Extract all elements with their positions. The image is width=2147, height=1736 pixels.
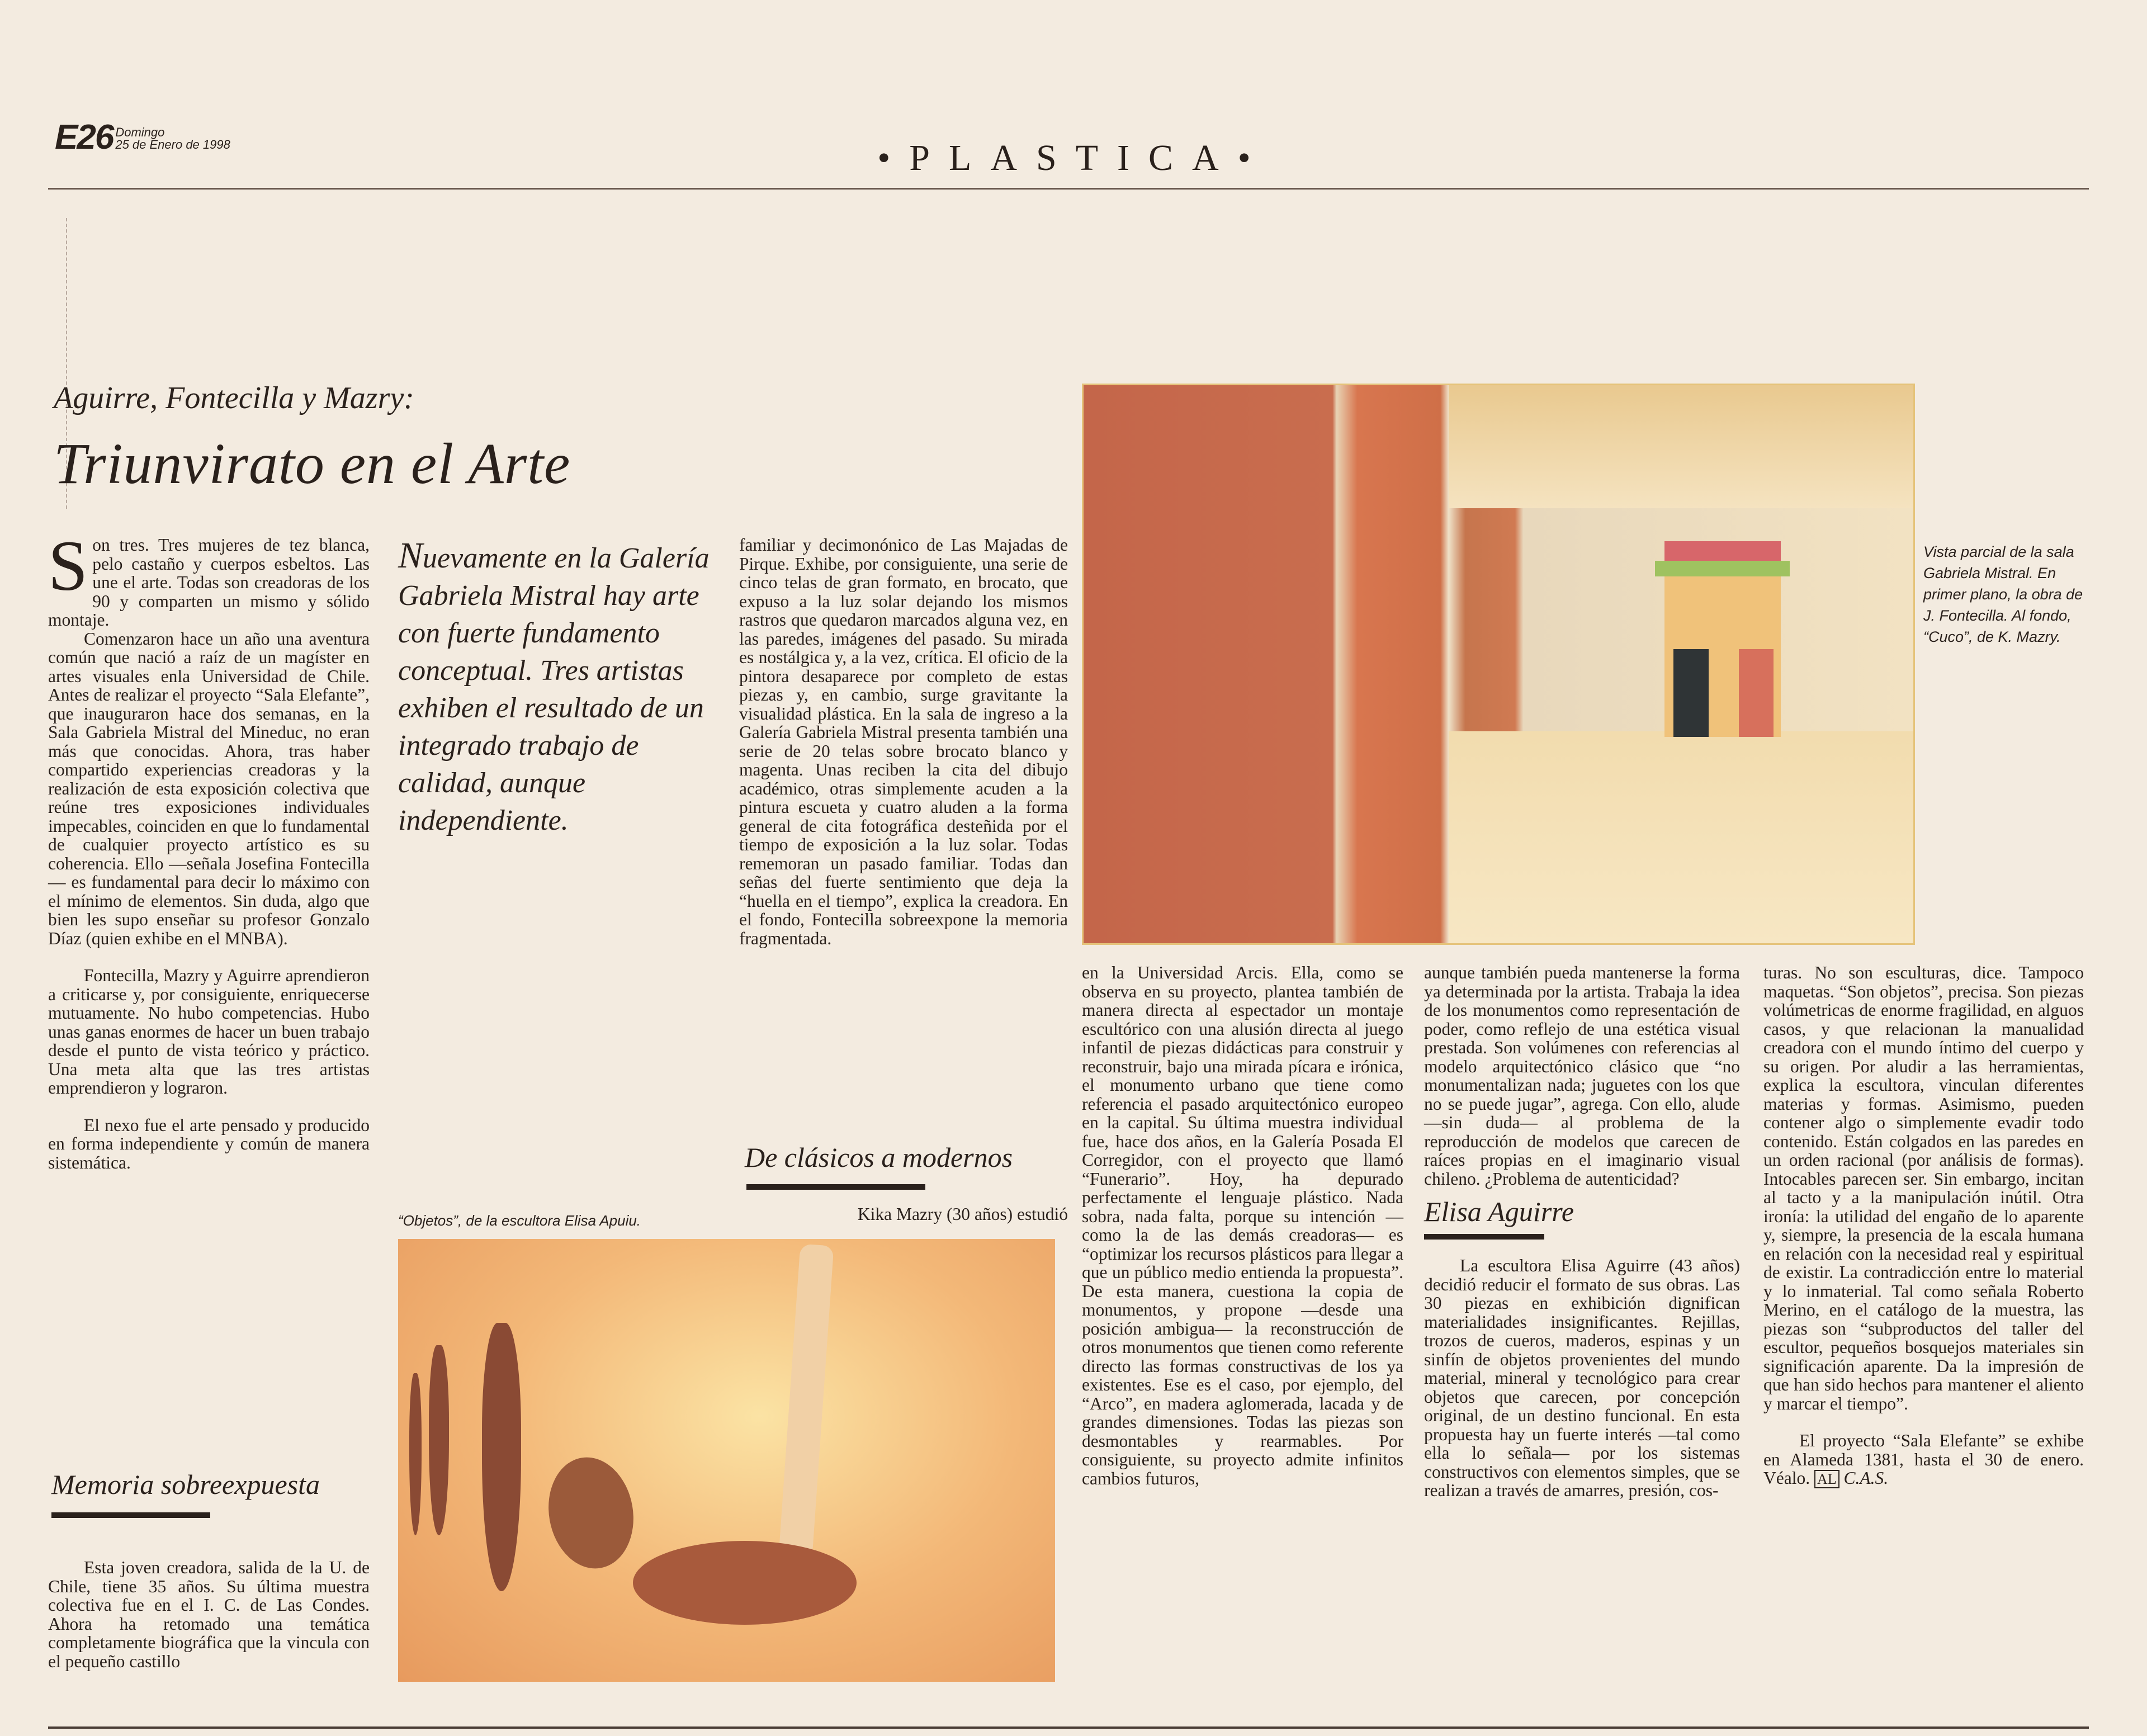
subhead-rule (1424, 1234, 1544, 1240)
article-lead: Nuevamente en la Galería Gabriela Mistral hay arte con fuerte fundamento conceptual. Tres artistas exhiben el resultado de un integrado trabajo de calidad, aunque independiente. (398, 535, 710, 836)
page-number: E26 (55, 118, 114, 157)
paragraph: Son tres. Tres mujeres de tez blanca, pelo castaño y cuerpos esbeltos. Las une el arte. Todas son creadoras de los 90 y comparten un mismo y sólido montaje. (48, 526, 370, 630)
subhead-memoria: Memoria sobreexpuesta (51, 1469, 320, 1500)
article-kicker: Aguirre, Fontecilla y Mazry: (54, 381, 414, 415)
subhead-clasicos: De clásicos a modernos (745, 1142, 1013, 1173)
article-headline: Triunvirato en el Arte (54, 432, 571, 496)
drop-cap: S (48, 526, 88, 606)
column-4 (1082, 963, 1403, 1488)
page-folio (55, 118, 230, 157)
paragraph: El proyecto “Sala Elefante” se exhibe en Alameda 1381, hasta el 30 de enero. Véalo. AL C.A.S. (1763, 1431, 2084, 1488)
bottom-rule (48, 1726, 2089, 1729)
issue-date (115, 126, 230, 151)
paragraph: La escultora Elisa Aguirre (43 años) decidió reducir el formato de sus obras. Las 30 piezas en exhibición dignifican materialidades insignificantes. Rejillas, trozos de cueros, maderos, espinas y un sinfín de objetos provenientes del mundo material, mineral y tecnológico para crear objetos que carecen, por concepción original, de un destino funcional. En esta propuesta hay un fuerte interés —tal como ella lo señala— por los sistemas constructivos con elementos simples, que se realizan a través de amarres, presión, cos- (1424, 1256, 1740, 1500)
subhead-elisa: Elisa Aguirre (1424, 1196, 1574, 1227)
column-1 (48, 526, 370, 1172)
gallery-photo-caption: Vista parcial de la sala Gabriela Mistral. En primer plano, la obra de J. Fontecilla. Al fondo, “Cuco”, de K. Mazry. (1923, 543, 2083, 645)
column-1-continued (48, 1558, 370, 1671)
subhead-rule (51, 1512, 210, 1518)
gallery-photo (1082, 384, 1915, 945)
top-rule (48, 188, 2089, 190)
section-title: •PLASTICA• (877, 138, 1270, 178)
paragraph: Fontecilla, Mazry y Aguirre aprendieron a criticarse y, por consiguiente, enriquecerse mutuamente. No hubo competencias. Hubo unas ganas enormes de hacer un buen trabajo desde el punto de vista teórico y práctico. Una meta alta que las tres artistas emprendieron y lograron. (48, 966, 370, 1098)
byline: C.A.S. (1843, 1468, 1889, 1488)
objects-photo-caption: “Objetos”, de la escultora Elisa Apuiu. (398, 1212, 641, 1229)
paragraph: Esta joven creadora, salida de la U. de Chile, tiene 35 años. Su última muestra colectiva fue en el I. C. de Las Condes. Ahora ha retomado una temática completamente biográfica que la vincula con el pequeño castillo (48, 1558, 370, 1671)
paragraph: Comenzaron hace un año una aventura común que nació a raíz de un magíster en artes visuales enla Universidad de Chile. Antes de realizar el proyecto “Sala Elefante”, que inauguraron hace dos semanas, en la Sala Gabriela Mistral del Mineduc, no eran más que conocidas. Ahora, tras haber compartido experiencias creadoras y la realización de esta exposición colectiva que reúne tres exposiciones individuales impecables, coinciden en que lo fundamental de cualquier proyecto artístico es su coherencia. Ello —señala Josefina Fontecilla — es fundamental para decir lo máximo con el mínimo de elementos. Sin duda, algo que bien les supo enseñar su profesor Gonzalo Díaz (quien exhibe en el MNBA). (48, 628, 370, 948)
paragraph: familiar y decimonónico de Las Majadas de Pirque. Exhibe, por consiguiente, una serie de cinco telas de gran formato, en brocato, que expuso a la luz solar dejando los mismos rastros que quedaron marcados alguna vez, en las paredes, imágenes del pasado. Su mirada es nostálgica y, a la vez, crítica. El oficio de la pintora desaparece por completo de estas piezas y, en cambio, surge gravitante la visualidad plástica. En la sala de ingreso a la Galería Gabriela Mistral presenta también una serie de 20 telas sobre brocato blanco y magenta. Unas reciben la cita del dibujo académico, otras simplemente acuden a la pintura escueta y cuatro aluden a la forma general de cita fotográfica desteñida por el tiempo de exposición a la luz solar. Todas rememoran un pasado familiar. Todas dan señas del fuerte sentimiento que deja la “huella en el tiempo”, explica la creadora. En el fondo, Fontecilla sobreexpone la memoria fragmentada. (739, 535, 1068, 948)
cuco-sculpture (1664, 541, 1781, 736)
column-6 (1763, 963, 2084, 1489)
logo-mark: AL (1814, 1470, 1839, 1488)
subhead-rule (746, 1184, 925, 1190)
paragraph: Kika Mazry (30 años) estudió (857, 1204, 1068, 1224)
paragraph: aunque también pueda mantenerse la forma ya determinada por la artista. Trabaja la idea de los monumentos como representación de poder, como reflejo de una estética visual prestada. Son volúmenes con referencias al modelo arquitectónico clásico que “no monumentalizan nada; juguetes con los que no se puede jugar”, agrega. Con ello, alude —sin duda— al problema de la reproducción de modelos que carecen de raíces propias en el imaginario visual chileno. ¿Problema de autenticidad? (1424, 963, 1740, 1189)
column-3 (739, 536, 1068, 948)
paragraph: El nexo fue el arte pensado y producido en forma independiente y común de manera sistemática. (48, 1115, 370, 1172)
paragraph: en la Universidad Arcis. Ella, como se observa en su proyecto, plantea también de manera directa al espectador un montaje escultórico con una alusión directa al juego infantil de piezas didácticas para construir y reconstruir, bajo una mirada pícara e irónica, el monumento urbano que tiene como referencia el pasado arquitectónico europeo en la capital. Su última muestra individual fue, hace dos años, en la Galería Posada El Corregidor, con el proyecto que llamó “Funerario”. Hoy, ha depurado perfectamente el lenguaje plástico. Nada sobra, nada falta, porque su intención —como la de las demás creadoras— es “optimizar los recursos plásticos para llegar a que un público medio entienda la propuesta”. De esta manera, cuestiona la copia de monumentos, y propone —desde una posición ambigua— la reconstrucción de otros monumentos que tienen como referente directo las formas constructivas de los ya existentes. Ese es el caso, por ejemplo, del “Arco”, en madera aglomerada, lacada y de grandes dimensiones. Todas las piezas son desmontables y rearmables. Por consiguiente, su proyecto admite infinitos cambios futuros, (1082, 963, 1403, 1488)
paragraph: turas. No son esculturas, dice. Tampoco maquetas. “Son objetos”, precisa. Son piezas volúmetricas de enorme fragilidad, en alguos casos, y que relacionan la manualidad creadora con el mundo íntimo del cuerpo y su origen. Por aludir a las herramientas, explica la escultora, vinculan diferentes materias y formas. Asimismo, pueden contener algo o simplemente evadir todo contenido. Están colgados en las paredes en un orden racional (por análisis de formas). Intocables parecen ser. Sin embargo, incitan al tacto y a la manipulación inútil. Otra ironía: la utilidad del engaño de lo aparente y, siempre, la presencia de la escala humana en relación con la necesidad real y espiritual de existir. La contradicción entre lo material y lo inmaterial. Tal como señala Roberto Merino, en el catálogo de la muestra, las piezas son “subproductos del taller del escultor, pequeños bosquejos materiales sin significación aparente. Da la impresión de que han sido hechos para mantener el aliento y marcar el tiempo”. (1763, 963, 2084, 1413)
objects-photo (398, 1239, 1055, 1682)
issue-day: Domingo (115, 125, 165, 139)
column-5 (1424, 963, 1740, 1500)
issue-full-date: 25 de Enero de 1998 (115, 138, 230, 152)
